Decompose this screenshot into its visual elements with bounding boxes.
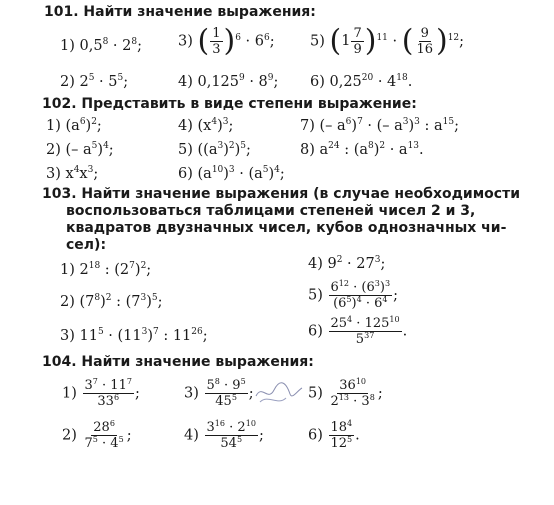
handwritten-pencil-scribble <box>252 378 304 408</box>
p104-item-4: 4) $\frac{3^{16} \cdot 2^{10}}{54^5}$ ; <box>184 418 264 451</box>
p102-item-2: 2) (– $a^5)^4$; <box>46 141 114 158</box>
p103-item-2: 2) $(7^8)^2$ : $(7^3)^5$; <box>60 293 163 310</box>
problem-102-title: 102. Представить в виде степени выражение: <box>42 96 417 112</box>
p103-item-3: 3) $11^5 \cdot (11^3)^7$ : $11^{26}$; <box>60 327 208 344</box>
p104-item-1: 1) $\frac{3^7 \cdot 11^7}{33^6}$ ; <box>62 376 140 409</box>
p104-item-6: 6) $\frac{18^4}{12^5}$ . <box>308 418 360 451</box>
fraction: $\frac{18^4}{12^5}$ <box>330 418 353 451</box>
fraction: $\frac{3^7 \cdot 11^7}{33^6}$ <box>84 376 132 409</box>
fraction: $\frac{36^{10}}{2^{13} \cdot 3^8}$ <box>330 376 375 409</box>
problem-103-title-line4: сел): <box>66 237 107 253</box>
p102-item-1: 1) $(a^6)^2$; <box>46 117 102 134</box>
p101-item-6: 6) $0,25^{20} \cdot 4^{18}$. <box>310 73 413 90</box>
p103-item-1: 1) $2^{18}$ : $(2^7)^2$; <box>60 261 152 278</box>
fraction: $\frac{6^{12} \cdot (6^3)^3}{(6^5)^4 \cdot 6^4}$ <box>330 278 391 311</box>
fraction: $\frac{1}{3}$ <box>212 26 221 57</box>
problem-103-title-line2: воспользоваться таблицами степеней чисел 2 и 3, <box>66 203 476 219</box>
fraction: $\frac{28^6}{7^5 \cdot 4^5}$ <box>84 418 124 451</box>
p102-item-3: 3) $x^4x^3$; <box>46 165 99 182</box>
p102-item-5: 5) $((a^3)^2)^5$; <box>178 141 251 158</box>
p101-item-3: 3) ( $\frac{1}{3}$ )$^6 \cdot 6^6$; <box>178 23 275 59</box>
p102-item-8: 8) $a^{24}$ : $(a^8)^2 \cdot a^{13}$. <box>300 141 424 158</box>
fraction: $\frac{5^8 \cdot 9^5}{45^5}$ <box>206 376 246 409</box>
p104-item-5: 5) $\frac{36^{10}}{2^{13} \cdot 3^8}$ ; <box>308 376 383 409</box>
fraction: $\frac{7}{9}$ <box>353 26 362 57</box>
problem-104-title: 104. Найти значение выражения: <box>42 354 314 370</box>
p104-item-3: 3) $\frac{5^8 \cdot 9^5}{45^5}$ ; <box>184 376 254 409</box>
p103-item-6: 6) $\frac{25^4 \cdot 125^{10}}{5^{37}}$ . <box>308 314 408 347</box>
p102-item-7: 7) (– $a^6)^7$ · (– $a^3)^3$ : $a^{15}$; <box>300 117 459 134</box>
fraction: $\frac{25^4 \cdot 125^{10}}{5^{37}}$ <box>330 314 400 347</box>
fraction: $\frac{9}{16}$ <box>416 26 433 57</box>
p102-item-4: 4) $(x^4)^3$; <box>178 117 234 134</box>
p101-item-1: 1) $0,5^8 \cdot 2^8$; <box>60 37 142 54</box>
p103-item-5: 5) $\frac{6^{12} \cdot (6^3)^3}{(6^5)^4 \cdot 6^4}$ ; <box>308 278 398 311</box>
fraction: $\frac{3^{16} \cdot 2^{10}}{54^5}$ <box>206 418 256 451</box>
p104-item-2: 2) $\frac{28^6}{7^5 \cdot 4^5}$ ; <box>62 418 132 451</box>
problem-103-title-line3: квадратов двузначных чисел, кубов однозначных чи- <box>66 220 507 236</box>
p101-item-5: 5) ( 1 $\frac{7}{9}$ )$^{11}$ · ( $\frac{9}{16}$ )$^{12}$; <box>310 23 465 59</box>
p101-item-2: 2) $2^5 \cdot 5^5$; <box>60 73 129 90</box>
p101-item-4: 4) $0,125^9 \cdot 8^9$; <box>178 73 279 90</box>
problem-103-title: 103. Найти значение выражения (в случае необходимости <box>42 186 521 202</box>
p102-item-6: 6) $(a^{10})^3 \cdot (a^5)^4$; <box>178 165 285 182</box>
p103-item-4: 4) $9^2 \cdot 27^3$; <box>308 255 386 272</box>
problem-101-title: 101. Найти значение выражения: <box>44 4 316 20</box>
